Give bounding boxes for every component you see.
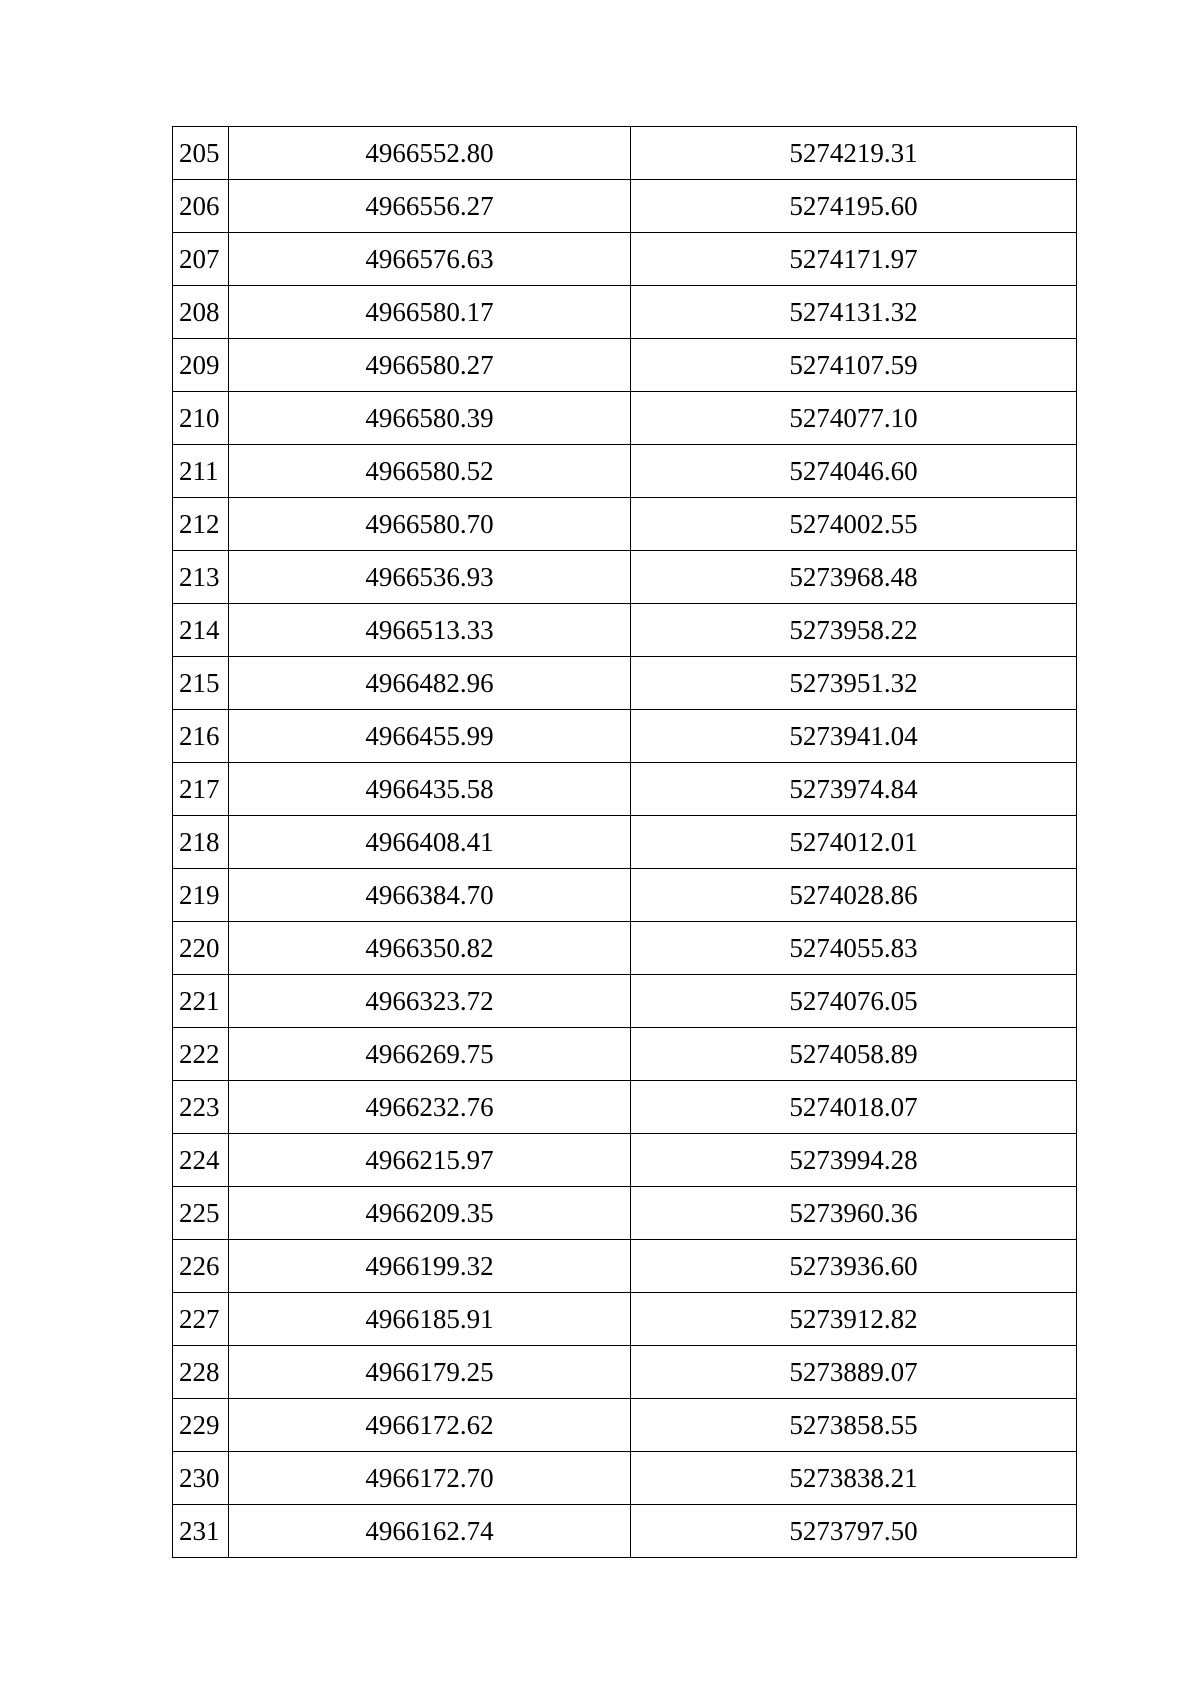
x-coordinate-cell: 4966199.32 bbox=[229, 1240, 631, 1293]
x-coordinate-cell: 4966556.27 bbox=[229, 180, 631, 233]
point-number-cell: 229 bbox=[173, 1399, 229, 1452]
y-coordinate-cell: 5273936.60 bbox=[631, 1240, 1077, 1293]
table-row bbox=[173, 551, 1077, 604]
y-coordinate-cell: 5274077.10 bbox=[631, 392, 1077, 445]
point-number-cell: 224 bbox=[173, 1134, 229, 1187]
x-coordinate-cell: 4966215.97 bbox=[229, 1134, 631, 1187]
coordinates-table-body bbox=[173, 127, 1077, 1558]
table-row bbox=[173, 1346, 1077, 1399]
y-coordinate-cell: 5273797.50 bbox=[631, 1505, 1077, 1558]
x-coordinate-cell: 4966408.41 bbox=[229, 816, 631, 869]
y-coordinate-cell: 5273951.32 bbox=[631, 657, 1077, 710]
point-number-cell: 218 bbox=[173, 816, 229, 869]
x-coordinate-cell: 4966172.62 bbox=[229, 1399, 631, 1452]
y-coordinate-cell: 5274002.55 bbox=[631, 498, 1077, 551]
x-coordinate-cell: 4966350.82 bbox=[229, 922, 631, 975]
table-row bbox=[173, 763, 1077, 816]
x-coordinate-cell: 4966580.52 bbox=[229, 445, 631, 498]
point-number-cell: 221 bbox=[173, 975, 229, 1028]
point-number-cell: 212 bbox=[173, 498, 229, 551]
y-coordinate-cell: 5273858.55 bbox=[631, 1399, 1077, 1452]
point-number-cell: 213 bbox=[173, 551, 229, 604]
y-coordinate-cell: 5273889.07 bbox=[631, 1346, 1077, 1399]
y-coordinate-cell: 5273838.21 bbox=[631, 1452, 1077, 1505]
point-number-cell: 223 bbox=[173, 1081, 229, 1134]
y-coordinate-cell: 5274195.60 bbox=[631, 180, 1077, 233]
table-row bbox=[173, 1399, 1077, 1452]
point-number-cell: 217 bbox=[173, 763, 229, 816]
point-number-cell: 225 bbox=[173, 1187, 229, 1240]
point-number-cell: 215 bbox=[173, 657, 229, 710]
x-coordinate-cell: 4966185.91 bbox=[229, 1293, 631, 1346]
point-number-cell: 206 bbox=[173, 180, 229, 233]
point-number-cell: 220 bbox=[173, 922, 229, 975]
y-coordinate-cell: 5274046.60 bbox=[631, 445, 1077, 498]
table-row bbox=[173, 1505, 1077, 1558]
y-coordinate-cell: 5273958.22 bbox=[631, 604, 1077, 657]
x-coordinate-cell: 4966580.70 bbox=[229, 498, 631, 551]
y-coordinate-cell: 5274131.32 bbox=[631, 286, 1077, 339]
table-row bbox=[173, 657, 1077, 710]
x-coordinate-cell: 4966162.74 bbox=[229, 1505, 631, 1558]
point-number-cell: 228 bbox=[173, 1346, 229, 1399]
y-coordinate-cell: 5274171.97 bbox=[631, 233, 1077, 286]
point-number-cell: 210 bbox=[173, 392, 229, 445]
y-coordinate-cell: 5274055.83 bbox=[631, 922, 1077, 975]
y-coordinate-cell: 5273960.36 bbox=[631, 1187, 1077, 1240]
x-coordinate-cell: 4966232.76 bbox=[229, 1081, 631, 1134]
table-row bbox=[173, 127, 1077, 180]
x-coordinate-cell: 4966513.33 bbox=[229, 604, 631, 657]
x-coordinate-cell: 4966580.27 bbox=[229, 339, 631, 392]
x-coordinate-cell: 4966435.58 bbox=[229, 763, 631, 816]
table-row bbox=[173, 286, 1077, 339]
y-coordinate-cell: 5274058.89 bbox=[631, 1028, 1077, 1081]
x-coordinate-cell: 4966580.17 bbox=[229, 286, 631, 339]
table-row bbox=[173, 180, 1077, 233]
y-coordinate-cell: 5274076.05 bbox=[631, 975, 1077, 1028]
x-coordinate-cell: 4966536.93 bbox=[229, 551, 631, 604]
x-coordinate-cell: 4966482.96 bbox=[229, 657, 631, 710]
point-number-cell: 219 bbox=[173, 869, 229, 922]
table-row bbox=[173, 339, 1077, 392]
y-coordinate-cell: 5273968.48 bbox=[631, 551, 1077, 604]
x-coordinate-cell: 4966552.80 bbox=[229, 127, 631, 180]
table-row bbox=[173, 1028, 1077, 1081]
table-row bbox=[173, 710, 1077, 763]
x-coordinate-cell: 4966323.72 bbox=[229, 975, 631, 1028]
table-row bbox=[173, 1187, 1077, 1240]
point-number-cell: 227 bbox=[173, 1293, 229, 1346]
table-row bbox=[173, 1240, 1077, 1293]
table-row bbox=[173, 1452, 1077, 1505]
point-number-cell: 205 bbox=[173, 127, 229, 180]
table-row bbox=[173, 1293, 1077, 1346]
point-number-cell: 209 bbox=[173, 339, 229, 392]
table-row bbox=[173, 1134, 1077, 1187]
x-coordinate-cell: 4966269.75 bbox=[229, 1028, 631, 1081]
x-coordinate-cell: 4966179.25 bbox=[229, 1346, 631, 1399]
y-coordinate-cell: 5274012.01 bbox=[631, 816, 1077, 869]
point-number-cell: 214 bbox=[173, 604, 229, 657]
table-row bbox=[173, 498, 1077, 551]
y-coordinate-cell: 5274028.86 bbox=[631, 869, 1077, 922]
table-row bbox=[173, 869, 1077, 922]
table-row bbox=[173, 816, 1077, 869]
table-row bbox=[173, 445, 1077, 498]
table-row bbox=[173, 1081, 1077, 1134]
point-number-cell: 216 bbox=[173, 710, 229, 763]
table-row bbox=[173, 604, 1077, 657]
point-number-cell: 230 bbox=[173, 1452, 229, 1505]
point-number-cell: 208 bbox=[173, 286, 229, 339]
point-number-cell: 222 bbox=[173, 1028, 229, 1081]
coordinates-table bbox=[172, 126, 1077, 1558]
y-coordinate-cell: 5273974.84 bbox=[631, 763, 1077, 816]
table-row bbox=[173, 975, 1077, 1028]
point-number-cell: 231 bbox=[173, 1505, 229, 1558]
x-coordinate-cell: 4966209.35 bbox=[229, 1187, 631, 1240]
y-coordinate-cell: 5273941.04 bbox=[631, 710, 1077, 763]
x-coordinate-cell: 4966576.63 bbox=[229, 233, 631, 286]
y-coordinate-cell: 5274018.07 bbox=[631, 1081, 1077, 1134]
x-coordinate-cell: 4966455.99 bbox=[229, 710, 631, 763]
y-coordinate-cell: 5274107.59 bbox=[631, 339, 1077, 392]
table-row bbox=[173, 233, 1077, 286]
x-coordinate-cell: 4966580.39 bbox=[229, 392, 631, 445]
y-coordinate-cell: 5274219.31 bbox=[631, 127, 1077, 180]
table-row bbox=[173, 922, 1077, 975]
x-coordinate-cell: 4966172.70 bbox=[229, 1452, 631, 1505]
point-number-cell: 211 bbox=[173, 445, 229, 498]
point-number-cell: 226 bbox=[173, 1240, 229, 1293]
y-coordinate-cell: 5273912.82 bbox=[631, 1293, 1077, 1346]
x-coordinate-cell: 4966384.70 bbox=[229, 869, 631, 922]
table-row bbox=[173, 392, 1077, 445]
y-coordinate-cell: 5273994.28 bbox=[631, 1134, 1077, 1187]
point-number-cell: 207 bbox=[173, 233, 229, 286]
